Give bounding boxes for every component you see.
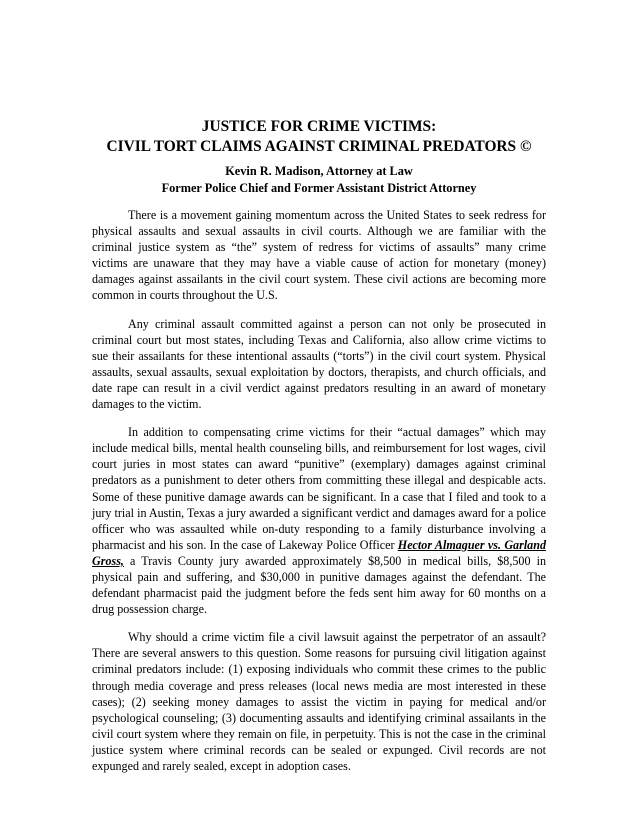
paragraph-1: There is a movement gaining momentum across the United States to seek redress for physical assaults and sexual assaults in civil courts. Although we are familiar with the criminal justice system as “the” system of redress for victims of assaults” many crime victims are unaware that they may have a viable cause of action for monetary (money) damages against assailants in the civil court system. These civil actions are becoming more common in courts throughout the U.S. (92, 208, 546, 303)
case-name: Hector Almaguer vs. Garland Gross, (92, 537, 546, 568)
paragraph-3-text-before: In addition to compensating crime victims for their “actual damages” which may include medical bills, mental health counseling bills, and reimbursement for lost wages, civil court juries in most states can award “punitive” (exemplary) damages against criminal predators as a punishment to deter others from committing these illegal and despicable acts. Some of these punitive damage awards can be significant. In a case that I filed and took to a jury trial in Austin, Texas a jury awarded a significant verdict and damages award for a police officer who was assaulted while on-duty responding to a family disturbance involving a pharmacist and his son. In the case of Lakeway Police Officer (92, 425, 546, 552)
author-credentials: Former Police Chief and Former Assistant District Attorney (161, 181, 477, 195)
paragraph-4: Why should a crime victim file a civil lawsuit against the perpetrator of an assault? There are several answers to this question. Some reasons for pursuing civil litigation against criminal predators include: (1) exposing individuals who commit these crimes to the public through media coverage and press releases (local news media are most interested in these cases); (2) seeking money damages to assist the victim in paying for medical and/or psychological counseling; (3) documenting assaults and identifying criminal assailants in the civil court system where they remain on file, in perpetuity. This is not the case in the criminal justice system where criminal records can be sealed or expunged. Civil records are not expunged and rarely sealed, except in adoption cases. (92, 630, 546, 773)
paragraph-2: Any criminal assault committed against a person can not only be prosecuted in criminal court but most states, including Texas and California, also allow crime victims to sue their assailants for these intentional assaults (“torts”) in the civil court system. Physical assaults, sexual assaults, sexual exploitation by doctors, therapists, and church officials, and date rape can result in a civil verdict against predators resulting in an award of monetary damages to the victim. (92, 316, 546, 412)
title-line-2: CIVIL TORT CLAIMS AGAINST CRIMINAL PREDATORS © (106, 138, 532, 155)
document-body (92, 207, 546, 786)
title-line-1: JUSTICE FOR CRIME VICTIMS: (201, 118, 437, 135)
paragraph-3 (92, 424, 546, 617)
author-line: Kevin R. Madison, Attorney at Law (225, 164, 413, 178)
paragraph-3-text-after: a Travis County jury awarded approximately $8,500 in medical bills, $8,500 in physical pain and suffering, and $30,000 in punitive damages against the defendant. The defendant pharmacist paid the judgment before the feds sent him away for 60 months on a drug possession charge. (92, 553, 546, 617)
